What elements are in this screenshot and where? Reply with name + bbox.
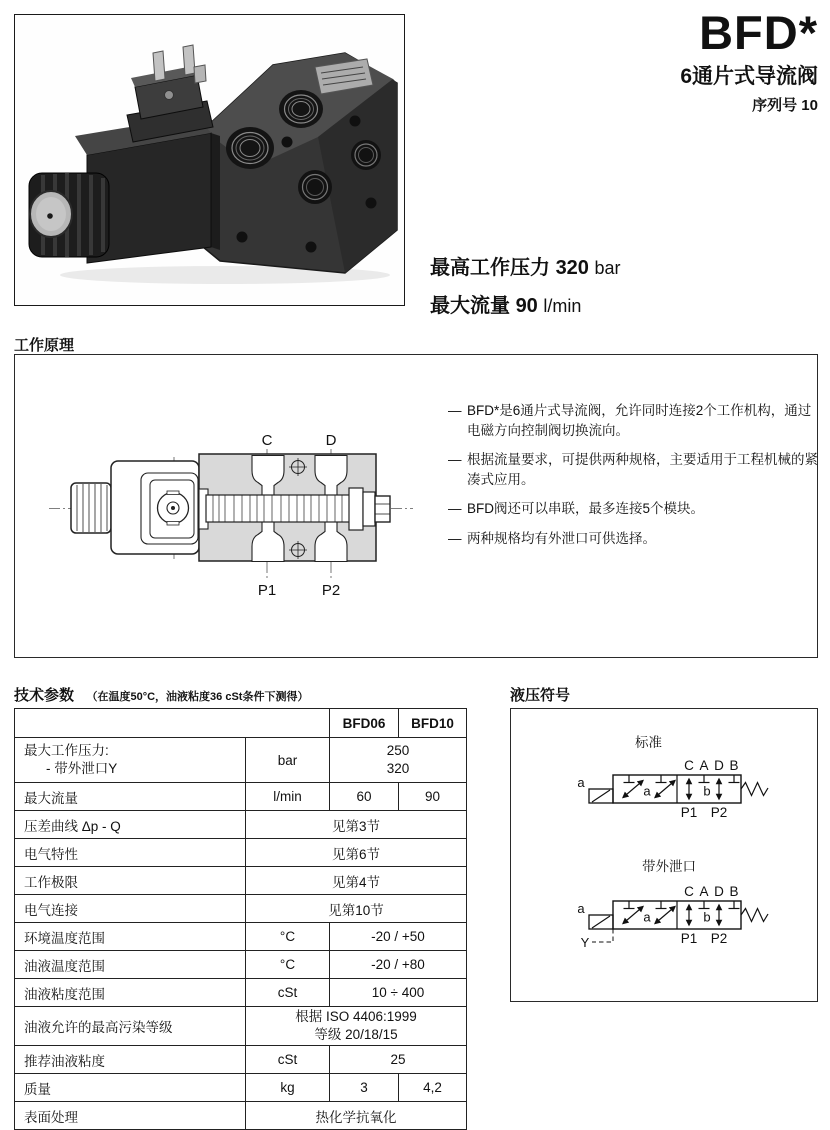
table-row (15, 1007, 467, 1046)
row-label: 油液粘度范围 (15, 979, 246, 1007)
drain-symbol-label: 带外泄口 (642, 859, 696, 874)
table-row (15, 811, 467, 839)
row-value: 320 (386, 761, 410, 776)
column-header-bfd10: BFD10 (399, 709, 467, 738)
bullet-dash: — (448, 530, 462, 546)
standard-symbol-label: 标准 (635, 735, 662, 750)
connector (127, 45, 213, 142)
spring-symbol (741, 909, 768, 922)
key-specs (430, 251, 621, 327)
list-item (448, 450, 820, 489)
threaded-port (226, 127, 274, 169)
port-label-c: C (261, 432, 273, 449)
port-label-p1: P1 (257, 582, 277, 599)
port-label-b: B (729, 758, 739, 773)
port-label-p2: P2 (710, 805, 728, 820)
table-row (15, 1046, 467, 1074)
list-item (448, 401, 820, 440)
table-row (15, 783, 467, 811)
port-label-b: B (729, 884, 739, 899)
drain-line (592, 929, 613, 942)
port-label-d: D (714, 758, 724, 773)
table-row (15, 1102, 467, 1130)
diagram-spool (206, 495, 353, 522)
row-label: 工作极限 (15, 867, 246, 895)
max-pressure-label: 最高工作压力 (430, 257, 550, 279)
table-row (15, 923, 467, 951)
connector-pin (183, 45, 195, 75)
row-value: 10 ÷ 400 (330, 979, 467, 1007)
row-value: -20 / +80 (330, 951, 467, 979)
bullet-dash: — (448, 452, 462, 468)
row-label: 电气连接 (15, 895, 246, 923)
table-row (15, 895, 467, 923)
product-photo-frame (14, 14, 405, 306)
port-label-a: A (699, 758, 709, 773)
threaded-port (298, 170, 332, 204)
max-flow-unit: l/min (543, 296, 582, 316)
table-row (15, 979, 467, 1007)
product-photo-image (15, 15, 404, 305)
row-label: 质量 (15, 1074, 246, 1102)
row-label: 环境温度范围 (15, 923, 246, 951)
list-item (448, 499, 820, 519)
threaded-port (351, 140, 381, 170)
table-row (15, 839, 467, 867)
port-label-p2: P2 (321, 582, 341, 599)
connector-pin (153, 51, 165, 81)
bullet-text: 两种规格均有外泄口可供选择。 (467, 530, 656, 546)
bullet-dash: — (448, 403, 462, 418)
tech-params-heading-row (14, 684, 308, 705)
hydraulic-symbols-heading: 液压符号 (510, 687, 571, 704)
row-label: 最大流量 (15, 783, 246, 811)
row-label: 电气特性 (15, 839, 246, 867)
table-row (15, 738, 467, 783)
row-value: 250 (386, 743, 410, 759)
threaded-port (279, 90, 323, 128)
connector-pin (194, 65, 206, 83)
row-unit: °C (246, 923, 330, 951)
row-label: 最大工作压力: (24, 743, 109, 759)
max-pressure-line (430, 251, 621, 280)
row-unit: kg (246, 1074, 330, 1102)
diagram-end-nut (375, 496, 390, 522)
row-label: 油液允许的最高污染等级 (15, 1007, 246, 1046)
table-header-row (15, 709, 467, 738)
port-label-p1: P1 (680, 931, 698, 946)
page-title: BFD* (699, 6, 818, 59)
port-label-p1: P1 (680, 805, 698, 820)
max-flow-label: 最大流量 (430, 295, 510, 317)
page-subtitle: 6通片式导流阀 (680, 65, 818, 89)
bullet-text: BFD*是6通片式导流阀，允许同时连接2个工作机构，通过电磁方向控制阀切换流向。 (467, 403, 812, 438)
feature-list (448, 401, 820, 558)
manual-override-knob (29, 173, 109, 257)
row-unit: °C (246, 951, 330, 979)
table-row (15, 951, 467, 979)
bullet-text: 根据流量要求，可提供两种规格，主要适用于工程机械的紧凑式应用。 (467, 452, 818, 487)
port-label-d: D (325, 432, 337, 449)
tech-params-heading: 技术参数 (14, 687, 75, 704)
row-value: 25 (330, 1046, 467, 1074)
row-value: 见第3节 (246, 811, 467, 839)
max-pressure-value: 320 (555, 257, 589, 279)
standard-hydraulic-symbol (561, 753, 811, 833)
row-unit: l/min (246, 783, 330, 811)
row-value: 等级 20/18/15 (314, 1027, 398, 1042)
solenoid-a-label: a (577, 775, 585, 790)
row-value: 根据 ISO 4406:1999 (295, 1009, 417, 1025)
row-label: 表面处理 (15, 1102, 246, 1130)
port-label-d: D (714, 884, 724, 899)
working-principle-heading: 工作原理 (14, 337, 75, 354)
position-a-label: a (643, 909, 651, 925)
header-empty-cell (15, 709, 330, 738)
valve-cross-section-diagram (47, 429, 419, 601)
port-label-c: C (684, 884, 694, 899)
row-value: -20 / +50 (330, 923, 467, 951)
tech-params-table (14, 708, 467, 1130)
drain-port-y-label: Y (580, 935, 590, 950)
row-unit: cSt (246, 979, 330, 1007)
bullet-dash: — (448, 501, 462, 517)
row-unit: bar (246, 738, 330, 783)
row-value: 见第10节 (246, 895, 467, 923)
max-pressure-unit: bar (594, 258, 621, 278)
position-b-label: b (703, 909, 711, 925)
row-sublabel: - 带外泄口Y (46, 761, 118, 776)
position-b-label: b (703, 783, 711, 799)
external-drain-hydraulic-symbol (561, 879, 811, 967)
row-label: 压差曲线 Δp - Q (15, 811, 246, 839)
series-number: 序列号 10 (752, 97, 818, 115)
tech-params-note: （在温度50°C，油液粘度36 cSt条件下测得） (86, 691, 309, 703)
row-value: 90 (399, 783, 467, 811)
row-value: 3 (330, 1074, 399, 1102)
bullet-text: BFD阀还可以串联，最多连接5个模块。 (467, 501, 705, 517)
row-value: 热化学抗氧化 (246, 1102, 467, 1130)
port-label-p2: P2 (710, 931, 728, 946)
table-row (15, 1074, 467, 1102)
table-row (15, 867, 467, 895)
hydraulic-symbols-box (510, 708, 818, 1002)
row-value: 60 (330, 783, 399, 811)
row-unit: cSt (246, 1046, 330, 1074)
row-value: 4,2 (399, 1074, 467, 1102)
max-flow-line (430, 289, 621, 318)
spring-symbol (741, 783, 768, 796)
row-value: 见第4节 (246, 867, 467, 895)
solenoid-a-label: a (577, 901, 585, 916)
working-principle-box (14, 354, 818, 658)
list-item (448, 529, 820, 549)
row-label: 推荐油液粘度 (15, 1046, 246, 1074)
port-label-a: A (699, 884, 709, 899)
row-label: 油液温度范围 (15, 951, 246, 979)
column-header-bfd06: BFD06 (330, 709, 399, 738)
max-flow-value: 90 (515, 295, 538, 317)
port-label-c: C (684, 758, 694, 773)
row-value: 见第6节 (246, 839, 467, 867)
position-a-label: a (643, 783, 651, 799)
title-block (680, 8, 818, 115)
